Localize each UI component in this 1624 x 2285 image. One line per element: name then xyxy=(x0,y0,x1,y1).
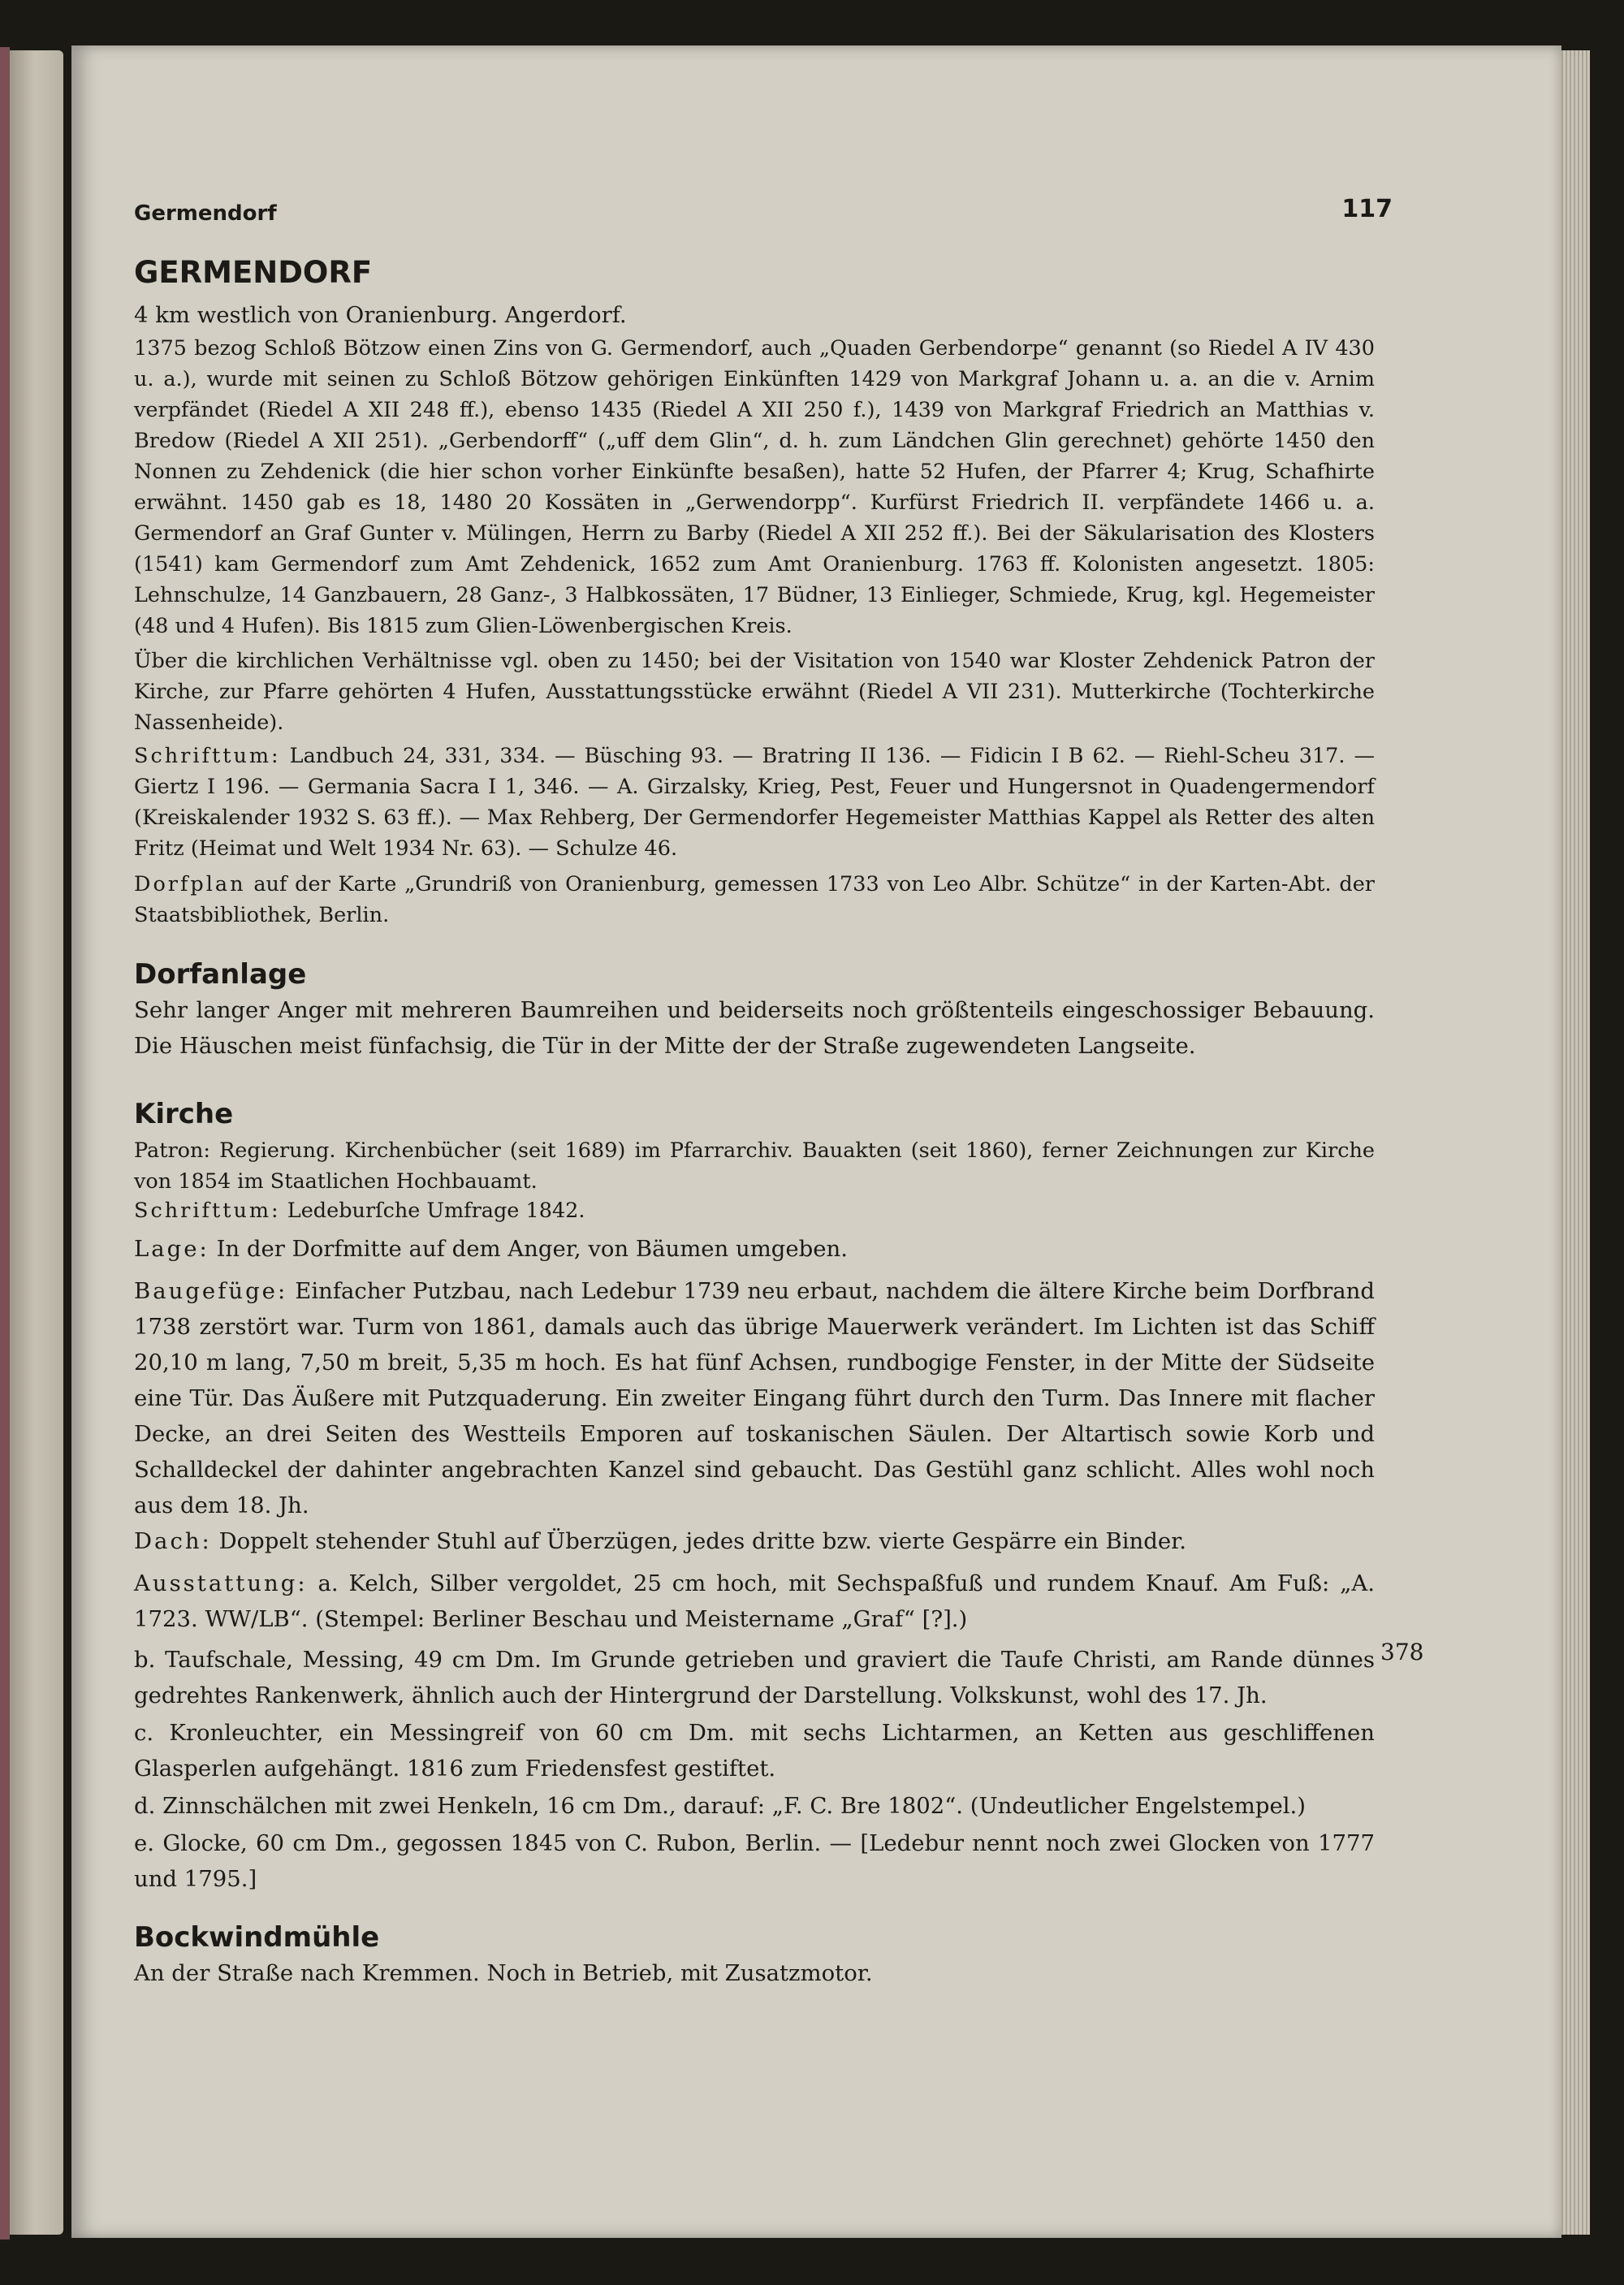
page-number: 117 xyxy=(1341,195,1393,223)
bockwindmuehle-paragraph: An der Straße nach Kremmen. Noch in Betrieb, mit Zusatzmotor. xyxy=(134,1960,873,1986)
kirche-ausstattung-a-paragraph xyxy=(134,1566,1375,1637)
kirche-patron-paragraph: Patron: Regierung. Kirchenbücher (seit 1689) im Pfarrarchiv. Bauakten (seit 1860), ferner Zeichnungen zur Kirche von 1854 im Staatlichen Hochbauamt. xyxy=(134,1138,1375,1194)
kirche-schrifttum-paragraph xyxy=(134,1195,1375,1226)
literature-text: Landbuch 24, 331, 334. — Büsching 93. — Bratring II 136. — Fidicin I B 62. — Riehl-Scheu 317. — Giertz I 196. — Germania Sacra I 1, 346. — A. Girzalsky, Krieg, Pest, Feuer und Hungersnot in Quadengermendorf (Kreiskalender 1932 S. 63 ff.). — Max Rehberg, Der Germendorfer Hegemeister Matthias Kappel als Retter des alten Fritz (Heimat und Welt 1934 Nr. 63). — Schulze 46. xyxy=(134,744,1375,861)
margin-note: 378 xyxy=(1380,1639,1424,1665)
church-relations-paragraph: Über die kirchlichen Verhältnisse vgl. oben zu 1450; bei der Visitation von 1540 war Kloster Zehdenick Patron der Kirche, zur Pfarre gehörten 4 Hufen, Ausstattungsstücke erwähnt (Riedel A VII 231). Mutterkirche (Tochterkirche Nassenheide). xyxy=(134,649,1375,735)
kirche-schrifttum-label: Schrifttum: xyxy=(134,1199,281,1223)
section-heading-bockwindmuehle: Bockwindmühle xyxy=(134,1921,380,1954)
kirche-ausstattung-d-paragraph: d. Zinnschälchen mit zwei Henkeln, 16 cm Dm., darauf: „F. C. Bre 1802“. (Undeutlicher Engelstempel.) xyxy=(134,1793,1307,1819)
kirche-lage-text: In der Dorfmitte auf dem Anger, von Bäumen umgeben. xyxy=(216,1236,849,1262)
book-cover-edge xyxy=(0,47,10,2240)
village-plan-label: Dorfplan xyxy=(134,872,246,896)
kirche-ausstattung-a-text: a. Kelch, Silber vergoldet, 25 cm hoch, mit Sechspaßfuß und rundem Knauf. Am Fuß: „A. 1723. WW/LB“. (Stempel: Berliner Beschau und Meistername „Graf“ [?].) xyxy=(134,1570,1376,1632)
running-head: Germendorf xyxy=(134,201,277,226)
kirche-ausstattung-c-paragraph: c. Kronleuchter, ein Messingreif von 60 cm Dm. mit sechs Lichtarmen, an Ketten aus geschliffenen Glasperlen aufgehängt. 1816 zum Friedensfest gestiftet. xyxy=(134,1720,1375,1782)
kirche-ausstattung-e-paragraph: e. Glocke, 60 cm Dm., gegossen 1845 von C. Rubon, Berlin. — [Ledebur nennt noch zwei Glocken von 1777 und 1795.] xyxy=(134,1830,1375,1892)
section-heading-dorfanlage: Dorfanlage xyxy=(134,958,307,991)
kirche-baugefuege-label: Baugefüge: xyxy=(134,1278,288,1304)
kirche-ausstattung-label: Ausstattung: xyxy=(134,1570,308,1596)
kirche-dach-paragraph xyxy=(134,1523,1375,1559)
kirche-schrifttum-text: Ledeburſche Umfrage 1842. xyxy=(287,1199,585,1223)
kirche-ausstattung-b-paragraph: b. Taufschale, Messing, 49 cm Dm. Im Grunde getrieben und graviert die Taufe Christi, am Rande dünnes gedrehtes Rankenwerk, ähnlich auch der Hintergrund der Darstellung. Volkskunst, wohl des 17. Jh. xyxy=(134,1647,1375,1708)
location-line: 4 km westlich von Oranienburg. Angerdorf. xyxy=(134,302,627,328)
section-heading-kirche: Kirche xyxy=(134,1098,234,1130)
village-plan-paragraph xyxy=(134,869,1375,931)
literature-paragraph xyxy=(134,741,1375,864)
page-stack-edge xyxy=(1557,50,1590,2235)
kirche-dach-label: Dach: xyxy=(134,1528,212,1554)
kirche-lage-label: Lage: xyxy=(134,1236,209,1262)
literature-label: Schrifttum: xyxy=(134,744,281,768)
kirche-lage-paragraph xyxy=(134,1231,1375,1267)
entry-title: GERMENDORF xyxy=(134,255,373,290)
kirche-baugefuege-text: Einfacher Putzbau, nach Ledebur 1739 neu erbaut, nachdem die ältere Kirche beim Dorfbrand 1738 zerstört war. Turm von 1861, damals auch das übrige Mauerwerk verändert. Im Lichten ist das Schiff 20,10 m lang, 7,50 m breit, 5,35 m hoch. Es hat fünf Achsen, rundbogige Fenster, in der Mitte der Südseite eine Tür. Das Äußere mit Putzquaderung. Ein zweiter Eingang führt durch den Turm. Das Innere mit flacher Decke, an drei Seiten des Westteils Emporen auf toskanischen Säulen. Der Altartisch sowie Korb und Schalldeckel der dahinter angebrachten Kanzel sind gebaucht. Das Gestühl ganz schlicht. Alles wohl noch aus dem 18. Jh. xyxy=(134,1278,1375,1518)
kirche-dach-text: Doppelt stehender Stuhl auf Überzügen, jedes dritte bzw. vierte Gespärre ein Binder. xyxy=(218,1528,1187,1554)
village-plan-text: auf der Karte „Grundriß von Oranienburg, gemessen 1733 von Leo Albr. Schütze“ in der Karten-Abt. der Staatsbibliothek, Berlin. xyxy=(134,872,1375,927)
dorfanlage-paragraph: Sehr langer Anger mit mehreren Baumreihen und beiderseits noch größtenteils eingeschossiger Bebauung. Die Häuschen meist fünfachsig, die Tür in der Mitte der der Straße zugewendeten Langseite. xyxy=(134,997,1375,1059)
kirche-baugefuege-paragraph xyxy=(134,1273,1375,1523)
history-paragraph: 1375 bezog Schloß Bötzow einen Zins von G. Germendorf, auch „Quaden Gerbendorpe“ genannt (so Riedel A IV 430 u. a.), wurde mit seinen zu Schloß Bötzow gehörigen Einkünften 1429 von Markgraf Johann u. a. an die v. Arnim verpfändet (Riedel A XII 248 ff.), ebenso 1435 (Riedel A XII 250 f.), 1439 von Markgraf Friedrich an Matthias v. Bredow (Riedel A XII 251). „Gerbendorff“ („uff dem Glin“, d. h. zum Ländchen Glin gerechnet) gehörte 1450 den Nonnen zu Zehdenick (die hier schon vorher Einkünfte besaßen), hatte 52 Hufen, der Pfarrer 4; Krug, Schafhirte erwähnt. 1450 gab es 18, 1480 20 Kossäten in „Gerwendorpp“. Kurfürst Friedrich II. verpfändete 1466 u. a. Germendorf an Graf Gunter v. Mülingen, Herrn zu Barby (Riedel A XII 252 ff.). Bei der Säkularisation des Klosters (1541) kam Germendorf zum Amt Zehdenick, 1652 zum Amt Oranienburg. 1763 ff. Kolonisten angesetzt. 1805: Lehnschulze, 14 Ganzbauern, 28 Ganz-, 3 Halbkossäten, 17 Büdner, 13 Einlieger, Schmiede, Krug, kgl. Hegemeister (48 und 4 Hufen). Bis 1815 zum Glien-Löwenbergischen Kreis. xyxy=(134,336,1375,638)
